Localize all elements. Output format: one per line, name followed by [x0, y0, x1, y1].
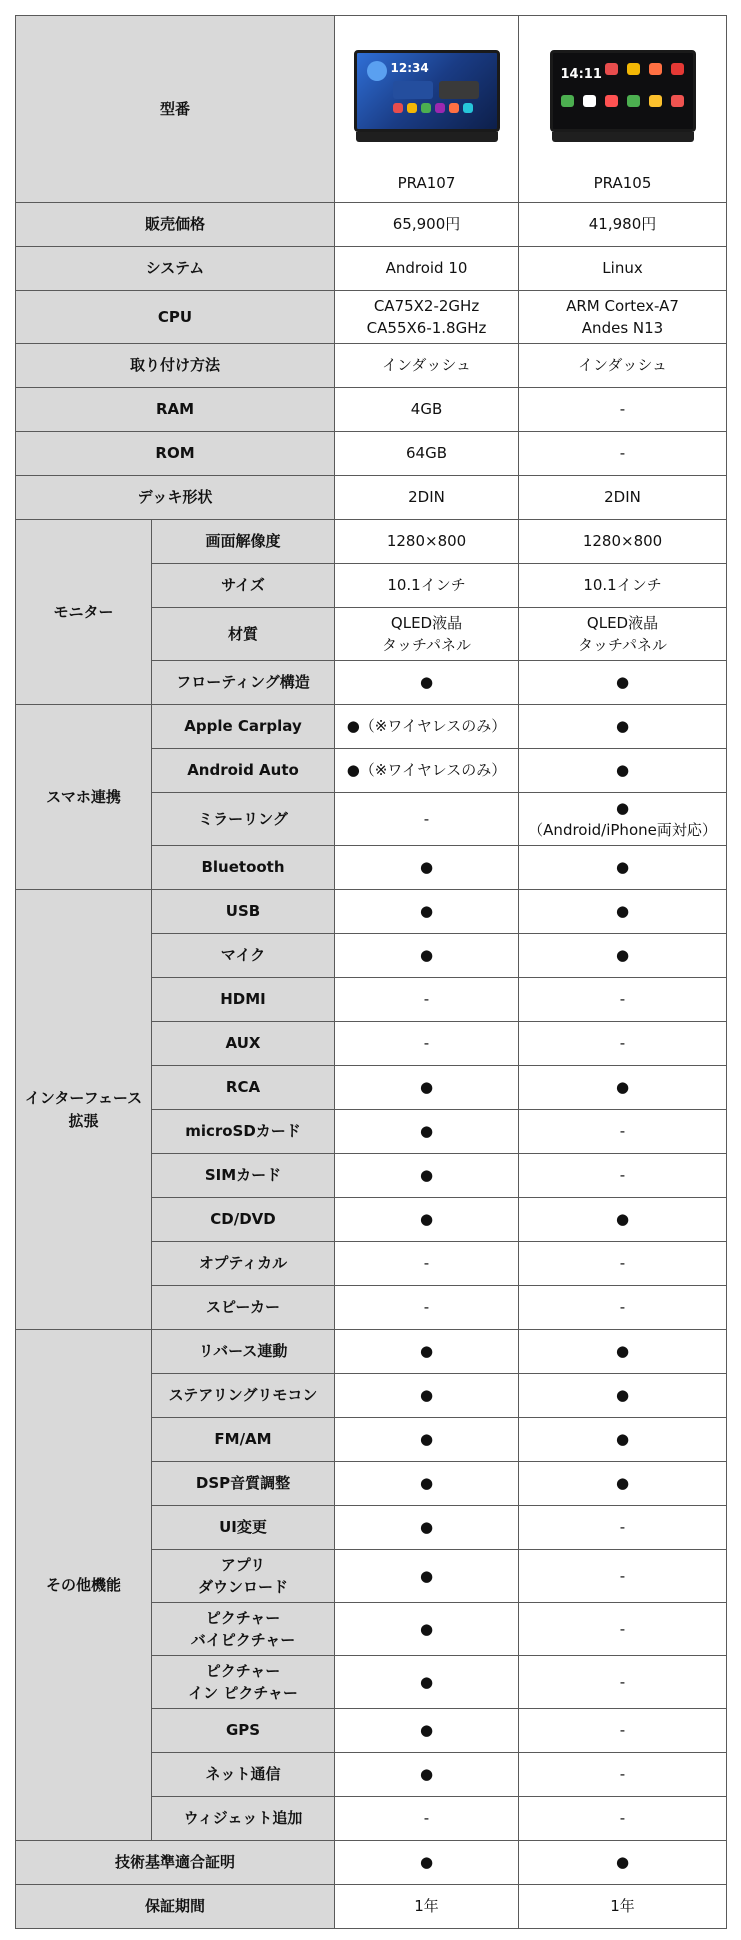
spec-sub-label: DSP音質調整 [152, 1462, 335, 1506]
spec-label: ROM [16, 432, 335, 476]
spec-value-pra107: - [335, 1797, 519, 1841]
spec-value-pra105: - [519, 1550, 727, 1603]
cell-line: QLED液晶 [586, 613, 659, 632]
cell-line: バイピクチャー [190, 1631, 296, 1649]
spec-sub-label: CD/DVD [152, 1198, 335, 1242]
spec-sub-label: オプティカル [152, 1242, 335, 1286]
spec-value-pra107: - [335, 1242, 519, 1286]
spec-sub-label: AUX [152, 1022, 335, 1066]
spec-group-row [16, 520, 727, 564]
cell-line: CA55X6-1.8GHz [366, 319, 487, 337]
spec-sub-label [152, 1550, 335, 1603]
spec-value-pra107: 2DIN [335, 476, 519, 520]
spec-value-pra107: ● [335, 1603, 519, 1656]
spec-label: CPU [16, 291, 335, 344]
spec-value-pra107: 1280×800 [335, 520, 519, 564]
spec-value-pra107 [335, 291, 519, 344]
cell-line: QLED液晶 [390, 613, 463, 632]
spec-value-pra107: - [335, 978, 519, 1022]
spec-sub-label: microSDカード [152, 1110, 335, 1154]
spec-row [16, 1885, 727, 1929]
spec-value-pra105: ● [519, 1198, 727, 1242]
spec-row [16, 247, 727, 291]
spec-value-pra105: - [519, 432, 727, 476]
spec-row [16, 344, 727, 388]
cell-line: インターフェース [24, 1089, 143, 1107]
spec-value-pra105: 1年 [519, 1885, 727, 1929]
spec-value-pra105: - [519, 1022, 727, 1066]
spec-value-pra107: ● [335, 1656, 519, 1709]
spec-value-pra105: Linux [519, 247, 727, 291]
cell-line: イン ピクチャー [188, 1684, 298, 1702]
spec-value-pra105: - [519, 1603, 727, 1656]
spec-value-pra107: 4GB [335, 388, 519, 432]
spec-value-pra105: - [519, 1506, 727, 1550]
spec-value-pra107: - [335, 793, 519, 846]
spec-value-pra107: ● [335, 1550, 519, 1603]
spec-sub-label: HDMI [152, 978, 335, 1022]
spec-value-pra105: 1280×800 [519, 520, 727, 564]
spec-value-pra105: ● [519, 1374, 727, 1418]
spec-value-pra105: - [519, 388, 727, 432]
spec-group-label: モニター [16, 520, 152, 705]
spec-group-row [16, 1330, 727, 1374]
model-header-label: 型番 [16, 16, 335, 203]
cell-line: Andes N13 [581, 319, 664, 337]
spec-sub-label: ステアリングリモコン [152, 1374, 335, 1418]
spec-value-pra107: ● [335, 1506, 519, 1550]
spec-value-pra107: 10.1インチ [335, 564, 519, 608]
spec-row [16, 432, 727, 476]
spec-sub-label: ミラーリング [152, 793, 335, 846]
spec-group-label: その他機能 [16, 1330, 152, 1841]
spec-sub-label: UI変更 [152, 1506, 335, 1550]
spec-row [16, 388, 727, 432]
spec-value-pra105: ● [519, 661, 727, 705]
spec-value-pra105: ● [519, 1066, 727, 1110]
pra107-clock: 12:34 [390, 61, 429, 75]
spec-value-pra107: ● [335, 1753, 519, 1797]
spec-sub-label: SIMカード [152, 1154, 335, 1198]
product-cell-pra105 [519, 16, 727, 203]
cell-line: ダウンロード [198, 1578, 289, 1596]
spec-group-row [16, 890, 727, 934]
spec-label: 販売価格 [16, 203, 335, 247]
spec-value-pra107: インダッシュ [335, 344, 519, 388]
spec-sub-label [152, 1603, 335, 1656]
cell-line: 拡張 [68, 1111, 99, 1130]
spec-group-row [16, 705, 727, 749]
spec-value-pra105: インダッシュ [519, 344, 727, 388]
spec-value-pra107: ● [335, 1066, 519, 1110]
spec-sub-label: リバース連動 [152, 1330, 335, 1374]
spec-value-pra105: ● [519, 1462, 727, 1506]
spec-value-pra105: - [519, 1797, 727, 1841]
spec-value-pra105: - [519, 1154, 727, 1198]
car-stereo-pra105-icon [550, 50, 696, 142]
spec-value-pra107: ● [335, 890, 519, 934]
product-cell-pra107 [335, 16, 519, 203]
spec-group-label: スマホ連携 [16, 705, 152, 890]
spec-row [16, 203, 727, 247]
cell-line: ピクチャー [205, 1661, 281, 1680]
spec-comparison-table [15, 15, 727, 1929]
spec-value-pra105: - [519, 1753, 727, 1797]
spec-value-pra105: - [519, 1286, 727, 1330]
spec-value-pra105: - [519, 1242, 727, 1286]
spec-sub-label: GPS [152, 1709, 335, 1753]
spec-sub-label: フローティング構造 [152, 661, 335, 705]
spec-value-pra107: ● [335, 1154, 519, 1198]
spec-value-pra105: - [519, 1110, 727, 1154]
cell-line: CA75X2-2GHz [373, 296, 480, 315]
product-name-pra107: PRA107 [397, 173, 456, 192]
spec-value-pra105: ● [519, 890, 727, 934]
spec-table-body [16, 16, 727, 1929]
spec-sub-label: 材質 [152, 608, 335, 661]
car-stereo-pra107-icon [354, 50, 500, 142]
spec-value-pra105: ● [519, 1418, 727, 1462]
spec-value-pra105: - [519, 1656, 727, 1709]
spec-label: 技術基準適合証明 [16, 1841, 335, 1885]
spec-value-pra107: ● [335, 1198, 519, 1242]
spec-value-pra105: ● [519, 749, 727, 793]
spec-label: RAM [16, 388, 335, 432]
spec-value-pra107: ● [335, 1330, 519, 1374]
spec-group-label [16, 890, 152, 1330]
spec-value-pra107: 1年 [335, 1885, 519, 1929]
spec-sub-label: サイズ [152, 564, 335, 608]
spec-sub-label: スピーカー [152, 1286, 335, 1330]
spec-value-pra105: 10.1インチ [519, 564, 727, 608]
spec-value-pra105: - [519, 978, 727, 1022]
spec-value-pra107: - [335, 1022, 519, 1066]
spec-row [16, 1841, 727, 1885]
spec-sub-label: Android Auto [152, 749, 335, 793]
spec-value-pra107: 65,900円 [335, 203, 519, 247]
spec-sub-label: FM/AM [152, 1418, 335, 1462]
spec-value-pra107: ● [335, 1374, 519, 1418]
spec-sub-label: Bluetooth [152, 846, 335, 890]
spec-value-pra107: - [335, 1286, 519, 1330]
spec-sub-label: ネット通信 [152, 1753, 335, 1797]
spec-value-pra107: ● [335, 1418, 519, 1462]
spec-row [16, 291, 727, 344]
cell-line: タッチパネル [577, 636, 668, 654]
spec-sub-label: マイク [152, 934, 335, 978]
spec-sub-label: USB [152, 890, 335, 934]
spec-value-pra107 [335, 608, 519, 661]
spec-value-pra107: 64GB [335, 432, 519, 476]
product-name-pra105: PRA105 [593, 173, 652, 192]
cell-line: アプリ [220, 1555, 266, 1574]
spec-value-pra105 [519, 291, 727, 344]
spec-value-pra107: Android 10 [335, 247, 519, 291]
spec-value-pra105: ● [519, 1330, 727, 1374]
spec-sub-label [152, 1656, 335, 1709]
spec-value-pra107: ● [335, 934, 519, 978]
model-header-row [16, 16, 727, 203]
spec-sub-label: RCA [152, 1066, 335, 1110]
cell-line: タッチパネル [381, 636, 472, 654]
spec-value-pra105: 2DIN [519, 476, 727, 520]
spec-value-pra105: ● [519, 934, 727, 978]
spec-sub-label: ウィジェット追加 [152, 1797, 335, 1841]
spec-row [16, 476, 727, 520]
spec-value-pra105: ● [519, 846, 727, 890]
spec-label: 保証期間 [16, 1885, 335, 1929]
spec-value-pra107: ● [335, 661, 519, 705]
spec-value-pra107: ● [335, 846, 519, 890]
cell-line: （Android/iPhone両対応） [528, 821, 717, 839]
spec-value-pra107: ●（※ワイヤレスのみ） [335, 705, 519, 749]
spec-label: システム [16, 247, 335, 291]
cell-line: ピクチャー [205, 1608, 281, 1627]
cell-line: ● [615, 798, 630, 817]
spec-sub-label: 画面解像度 [152, 520, 335, 564]
spec-sub-label: Apple Carplay [152, 705, 335, 749]
spec-value-pra105 [519, 608, 727, 661]
spec-value-pra107: ● [335, 1462, 519, 1506]
spec-label: 取り付け方法 [16, 344, 335, 388]
spec-value-pra107: ● [335, 1110, 519, 1154]
spec-value-pra105: ● [519, 1841, 727, 1885]
spec-value-pra107: ●（※ワイヤレスのみ） [335, 749, 519, 793]
spec-value-pra107: ● [335, 1841, 519, 1885]
cell-line: ARM Cortex-A7 [566, 296, 679, 315]
pra105-clock: 14:11 [560, 67, 602, 82]
spec-value-pra105 [519, 793, 727, 846]
spec-value-pra105: ● [519, 705, 727, 749]
spec-label: デッキ形状 [16, 476, 335, 520]
spec-value-pra107: ● [335, 1709, 519, 1753]
spec-value-pra105: - [519, 1709, 727, 1753]
spec-value-pra105: 41,980円 [519, 203, 727, 247]
